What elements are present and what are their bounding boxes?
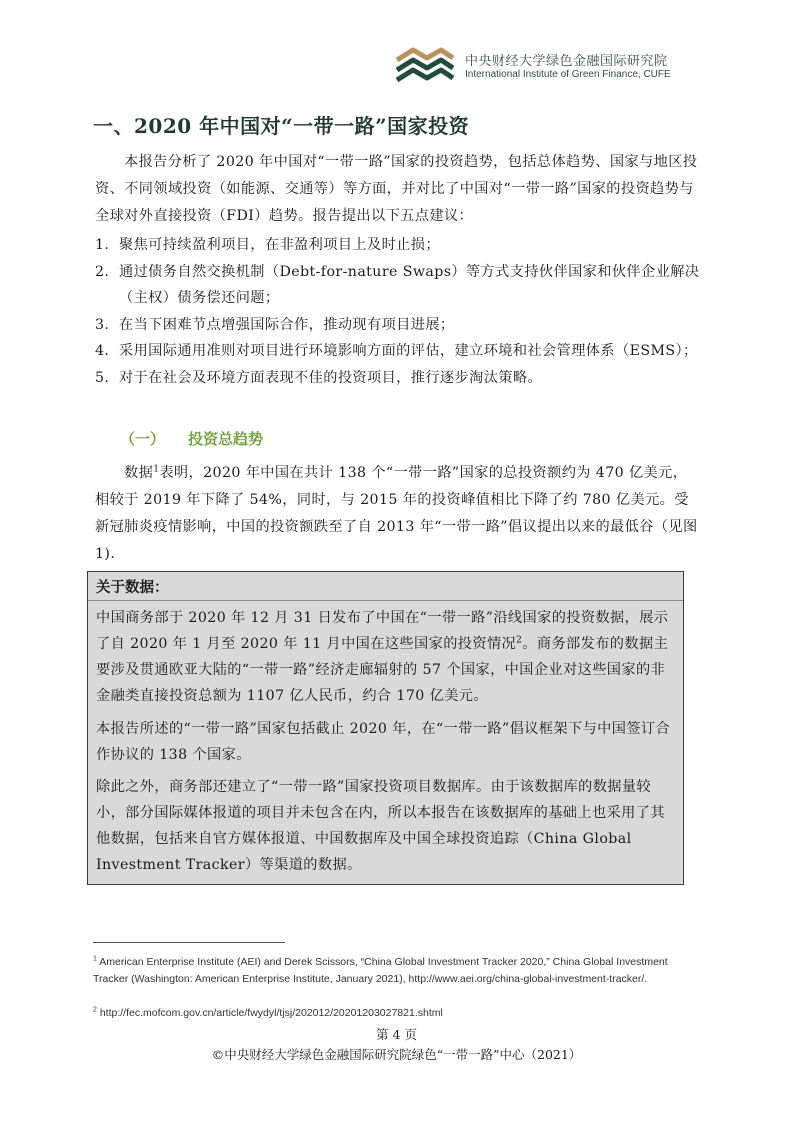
recommendation-list (95, 232, 700, 391)
footnote-ref[interactable]: 2 (516, 635, 523, 646)
recommendation-item: 4. 采用国际通用准则对项目进行环境影响方面的评估，建立环境和社会管理体系（ESMS）； (95, 343, 698, 359)
data-note-box (87, 571, 684, 885)
data-box-paragraph: 除此之外，商务部还建立了“一带一路”国家投资项目数据库。由于该数据库的数据量较小，部分国际媒体报道的项目并未包含在内，所以本报告在该数据库的基础上也采用了其他数据，包括来自官方媒体报道、中国数据库及中国全球投资追踪（China Global Investment Tracker）等渠道的数据。 (96, 779, 665, 873)
institute-logo (393, 44, 693, 94)
footnote-ref[interactable]: 1 (153, 464, 160, 475)
data-box-paragraph: 本报告所述的“一带一路”国家包括截止 2020 年，在“一带一路”倡议框架下与中国签订合作协议的 138 个国家。 (96, 721, 671, 763)
footnote: $^1$ American Enterprise Institute (AEI) and Derek Scissors, “China Global Investment Tracker 2020,” China Global Investment Tracker (Washington: American Enterprise Institute, January 2021), http://www.aei.org/china-global-investment-tracker/. (93, 955, 668, 985)
footnote: $^2$ http://fec.mofcom.gov.cn/article/fwydyl/tjsj/202012/20201203027821.shtml (93, 1006, 443, 1019)
recommendation-item: 2. 通过债务自然交换机制（Debt-for-nature Swaps）等方式支持伙伴国家和伙伴企业解决（主权）债务偿还问题； (95, 263, 700, 306)
recommendation-item: 5. 对于在社会及环境方面表现不佳的投资项目，推行逐步淘汰策略。 (95, 369, 543, 386)
subsection-number: （一） (120, 430, 166, 448)
intro-paragraph: 本报告分析了 2020 年中国对“一带一路”国家的投资趋势，包括总体趋势、国家与地区投资、不同领域投资（如能源、交通等）等方面，并对比了中国对“一带一路”国家的投资趋势与全球对外直接投资（FDI）趋势。报告提出以下五点建议： (95, 154, 698, 224)
institute-logo-icon (393, 46, 457, 88)
subsection-title (120, 428, 263, 449)
org-name-en: International Institute of Green Finance, CUFE (465, 69, 671, 80)
data-box-divider (88, 600, 683, 601)
subsection-title-text: 投资总趋势 (188, 430, 264, 448)
data-box-paragraph: 中国商务部于 2020 年 12 月 31 日发布了中国在“一带一路”沿线国家的投资数据，展示了自 2020 年 1 月至 2020 年 11 月中国在这些国家的投资情况$^2$。商务部发布的数据主要涉及贯通欧亚大陆的“一带一路”经济走廊辐射的 57 个国家，中国企业对这些国家的非金融类直接投资总额为 1107 亿人民币，约合 170 亿美元。 (96, 610, 669, 704)
recommendation-item: 3. 在当下困难节点增强国际合作，推动现有项目进展； (95, 316, 455, 333)
footnote-divider (93, 942, 285, 943)
data-box-title: 关于数据： (96, 580, 169, 596)
recommendation-item: 1. 聚焦可持续盈利项目，在非盈利项目上及时止损； (95, 237, 440, 253)
copyright-footer: ©中央财经大学绿色金融国际研究院绿色“一带一路”中心（2021） (211, 1047, 582, 1062)
section-title: 一、2020 年中国对“一带一路”国家投资 (93, 114, 470, 138)
trend-paragraph: 数据$^1$表明，2020 年中国在共计 138 个“一带一路”国家的总投资额约为 470 亿美元，相较于 2019 年下降了 54%，同时，与 2015 年的投资峰值相比下降了约 780 亿美元。受新冠肺炎疫情影响，中国的投资额跌至了自 2013 年“一带一路”倡议提出以来的最低谷（见图 1). (95, 464, 698, 562)
page-number: 第 4 页 (376, 1027, 417, 1042)
org-name-cn: 中央财经大学绿色金融国际研究院 (465, 54, 668, 69)
